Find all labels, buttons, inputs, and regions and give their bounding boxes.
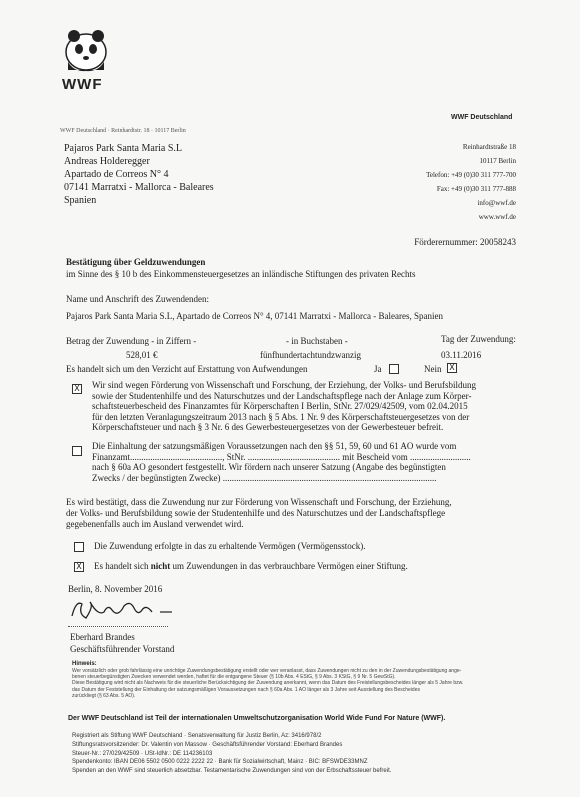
org-contact (426, 140, 516, 224)
footer-line: Registriert als Stiftung WWF Deutschland · Senatsverwaltung für Justiz Berlin, Az: 3416/978/2 (72, 733, 322, 739)
clause2-text (92, 441, 471, 483)
clause1-line: Körperschaftsteuer und nach § 3 Nr. 6 des Gewerbesteuergesetzes von der Gewerbesteuer befreit. (92, 422, 444, 432)
amount-digits-label: Betrag der Zuwendung - in Ziffern - (66, 336, 197, 346)
clause1-line: für den letzten Veranlagungszeitraum 2013 nach § 5 Abs. 1 Nr. 9 des Körperschaftsteuergesetzes von der (92, 411, 470, 422)
clause1-checkbox[interactable]: X (72, 384, 82, 394)
not-consumable-pre: Es handelt sich (94, 561, 151, 571)
signer-role: Geschäftsführender Vorstand (70, 644, 175, 654)
doc-subtitle: im Sinne des § 10 b des Einkommensteuergesetzes an inländische Stiftungen des privaten Rechts (66, 269, 416, 279)
doc-title: Bestätigung über Geldzuwendungen (66, 257, 206, 267)
clause1-line: Wir sind wegen Förderung von Wissenschaft und Forschung, der Erziehung, der Volks- und Berufsbildung (92, 380, 476, 390)
amount-digits-value: 528,01 € (126, 350, 158, 360)
place-date: Berlin, 8. November 2016 (68, 584, 163, 594)
recipient-line: Pajaros Park Santa Maria S.L (64, 143, 183, 154)
hint-line: das Datum der Feststellung der Einhaltung der satzungsmäßigen Voraussetzungen nach § 60a Abs. 1 AO länger als 3 Jahre seit Ausstellung des Bescheides (72, 686, 420, 693)
recipient-line: Apartado de Correos N° 4 (64, 169, 169, 180)
recipient-address (64, 142, 214, 207)
donor-value: Pajaros Park Santa Maria S.L, Apartado de Correos N° 4, 07141 Marratxi - Mallorca - Baleares, Spanien (66, 311, 443, 321)
not-consumable-text (94, 561, 408, 571)
clause2-line: Finanzamt........................................., StNr. ......................................... mit Bescheid vom ........................... (92, 451, 471, 462)
org-email: info@wwf.de (477, 199, 516, 207)
not-consumable-checkbox[interactable]: X (74, 562, 84, 572)
assets-checkbox[interactable] (74, 542, 84, 552)
sender-line: WWF Deutschland · Reinhardtstr. 18 · 10117 Berlin (60, 128, 186, 134)
hint-title: Hinweis: (72, 661, 97, 667)
waiver-ja-label: Ja (374, 364, 382, 374)
footer-line: Spenden an den WWF sind steuerlich absetzbar. Testamentarische Zuwendungen sind von der Erbschaftssteuer befreit. (72, 768, 392, 775)
recipient-line: Spanien (64, 195, 97, 206)
waiver-nein-label: Nein (424, 364, 442, 374)
footer-line: Steuer-Nr.: 27/029/42509 · USt-IdNr.: DE 114236103 (72, 750, 213, 757)
clause1-line: sowie der Studentenhilfe und des Naturschutzes und der Landschaftspflege nach der Anlage zum Körper- (92, 390, 472, 401)
donor-number: Förderernummer: 20058243 (414, 237, 516, 247)
panda-logo (60, 22, 112, 74)
not-consumable-bold: nicht (150, 561, 171, 571)
confirmation-line: gegebenenfalls auch im Ausland verwendet wird. (66, 519, 244, 529)
waiver-text: Es handelt sich um den Verzicht auf Erstattung von Aufwendungen (66, 364, 308, 374)
org-name: WWF Deutschland (451, 114, 513, 121)
confirmation-line: Es wird bestätigt, dass die Zuwendung nur zur Förderung von Wissenschaft und Forschung, der Erziehung, (66, 497, 452, 507)
footer-heading: Der WWF Deutschland ist Teil der internationalen Umweltschutzorganisation World Wide Fund For Nature (WWF). (68, 715, 446, 722)
assets-text: Die Zuwendung erfolgte in das zu erhaltende Vermögen (Vermögensstock). (94, 541, 366, 551)
footer-line: Spendenkonto: IBAN DE06 5502 0500 0222 2222 22 · Bank für Sozialwirtschaft, Mainz · BIC: BFSWDE33MNZ (72, 759, 368, 766)
not-consumable-post: um Zuwendungen in das verbrauchbare Vermögen einer Stiftung. (170, 561, 408, 571)
amount-date-value: 03.11.2016 (441, 350, 482, 360)
org-street: Reinhardtstraße 18 (462, 143, 516, 151)
amount-date-label: Tag der Zuwendung: (441, 334, 516, 344)
signer-name: Eberhard Brandes (70, 632, 135, 642)
footer-line: Stiftungsratsvorsitzender: Dr. Valentin von Massow · Geschäftsführender Vorstand: Eberhard Brandes (72, 741, 343, 748)
clause2-line: nach § 60a AO gesondert festgestellt. Wir fördern nach unserer Satzung (Angabe des begünstigten (92, 462, 446, 472)
signature-line (68, 626, 168, 627)
clause2-line: Die Einhaltung der satzungsmäßigen Voraussetzungen nach den §§ 51, 59, 60 und 61 AO wurde vom (92, 441, 457, 451)
clause1-text (92, 380, 476, 433)
recipient-line: Andreas Holderegger (64, 156, 150, 167)
hint-line: Diese Bestätigung wird nicht als Nachweis für die steuerliche Berücksichtigung der Zuwendung anerkannt, wenn das Datum des Freistellungsbescheides länger als 5 Jahre bzw. (72, 680, 464, 687)
clause2-checkbox[interactable] (72, 446, 82, 456)
clause1-line: schaftsteuerbescheid des Finanzamtes für Körperschaften I Berlin, StNr. 27/029/42509, vom 02.04.2015 (92, 401, 468, 411)
amount-words-label: - in Buchstaben - (286, 336, 348, 346)
confirmation-line: der Volks- und Berufsbildung sowie der Studentenhilfe und des Naturschutzes und der Landschaftspflege (66, 508, 446, 518)
waiver-ja-checkbox[interactable] (389, 364, 399, 374)
org-web: www.wwf.de (478, 213, 516, 221)
org-fax: Fax: +49 (0)30 311 777-888 (436, 185, 516, 193)
hint-line: zurückliegt (§ 63 Abs. 5 AO). (72, 692, 136, 699)
donor-label: Name und Anschrift des Zuwendenden: (66, 294, 209, 304)
recipient-line: 07141 Marratxi - Mallorca - Baleares (64, 182, 214, 193)
hint-line: benen steuerbegünstigten Zwecken verwendet werden, haftet für die entgangene Steuer (§ 10b Abs. 4 EStG, § 9 Abs. 3 KStG, § 9 Nr. 5 GewStG). (72, 674, 396, 681)
confirmation-text (66, 497, 452, 530)
org-phone: Telefon: +49 (0)30 311 777-700 (426, 171, 516, 179)
hint-text (72, 668, 532, 699)
logo-text: WWF (62, 76, 103, 93)
waiver-nein-checkbox[interactable]: X (447, 363, 457, 373)
hint-line: Wer vorsätzlich oder grob fahrlässig eine unrichtige Zuwendungsbestätigung erstellt oder wer veranlasst, dass Zuwendungen nicht zu den in der Zuwendungsbestätigung ange- (72, 668, 462, 674)
clause2-line: Zwecks / der begünstigten Zwecke) ............................................................................................... (92, 472, 437, 483)
amount-words-value: fünfhundertachtundzwanzig (260, 350, 361, 360)
footer-text (72, 732, 391, 776)
org-city: 10117 Berlin (479, 157, 516, 165)
handwritten-signature (68, 596, 178, 626)
